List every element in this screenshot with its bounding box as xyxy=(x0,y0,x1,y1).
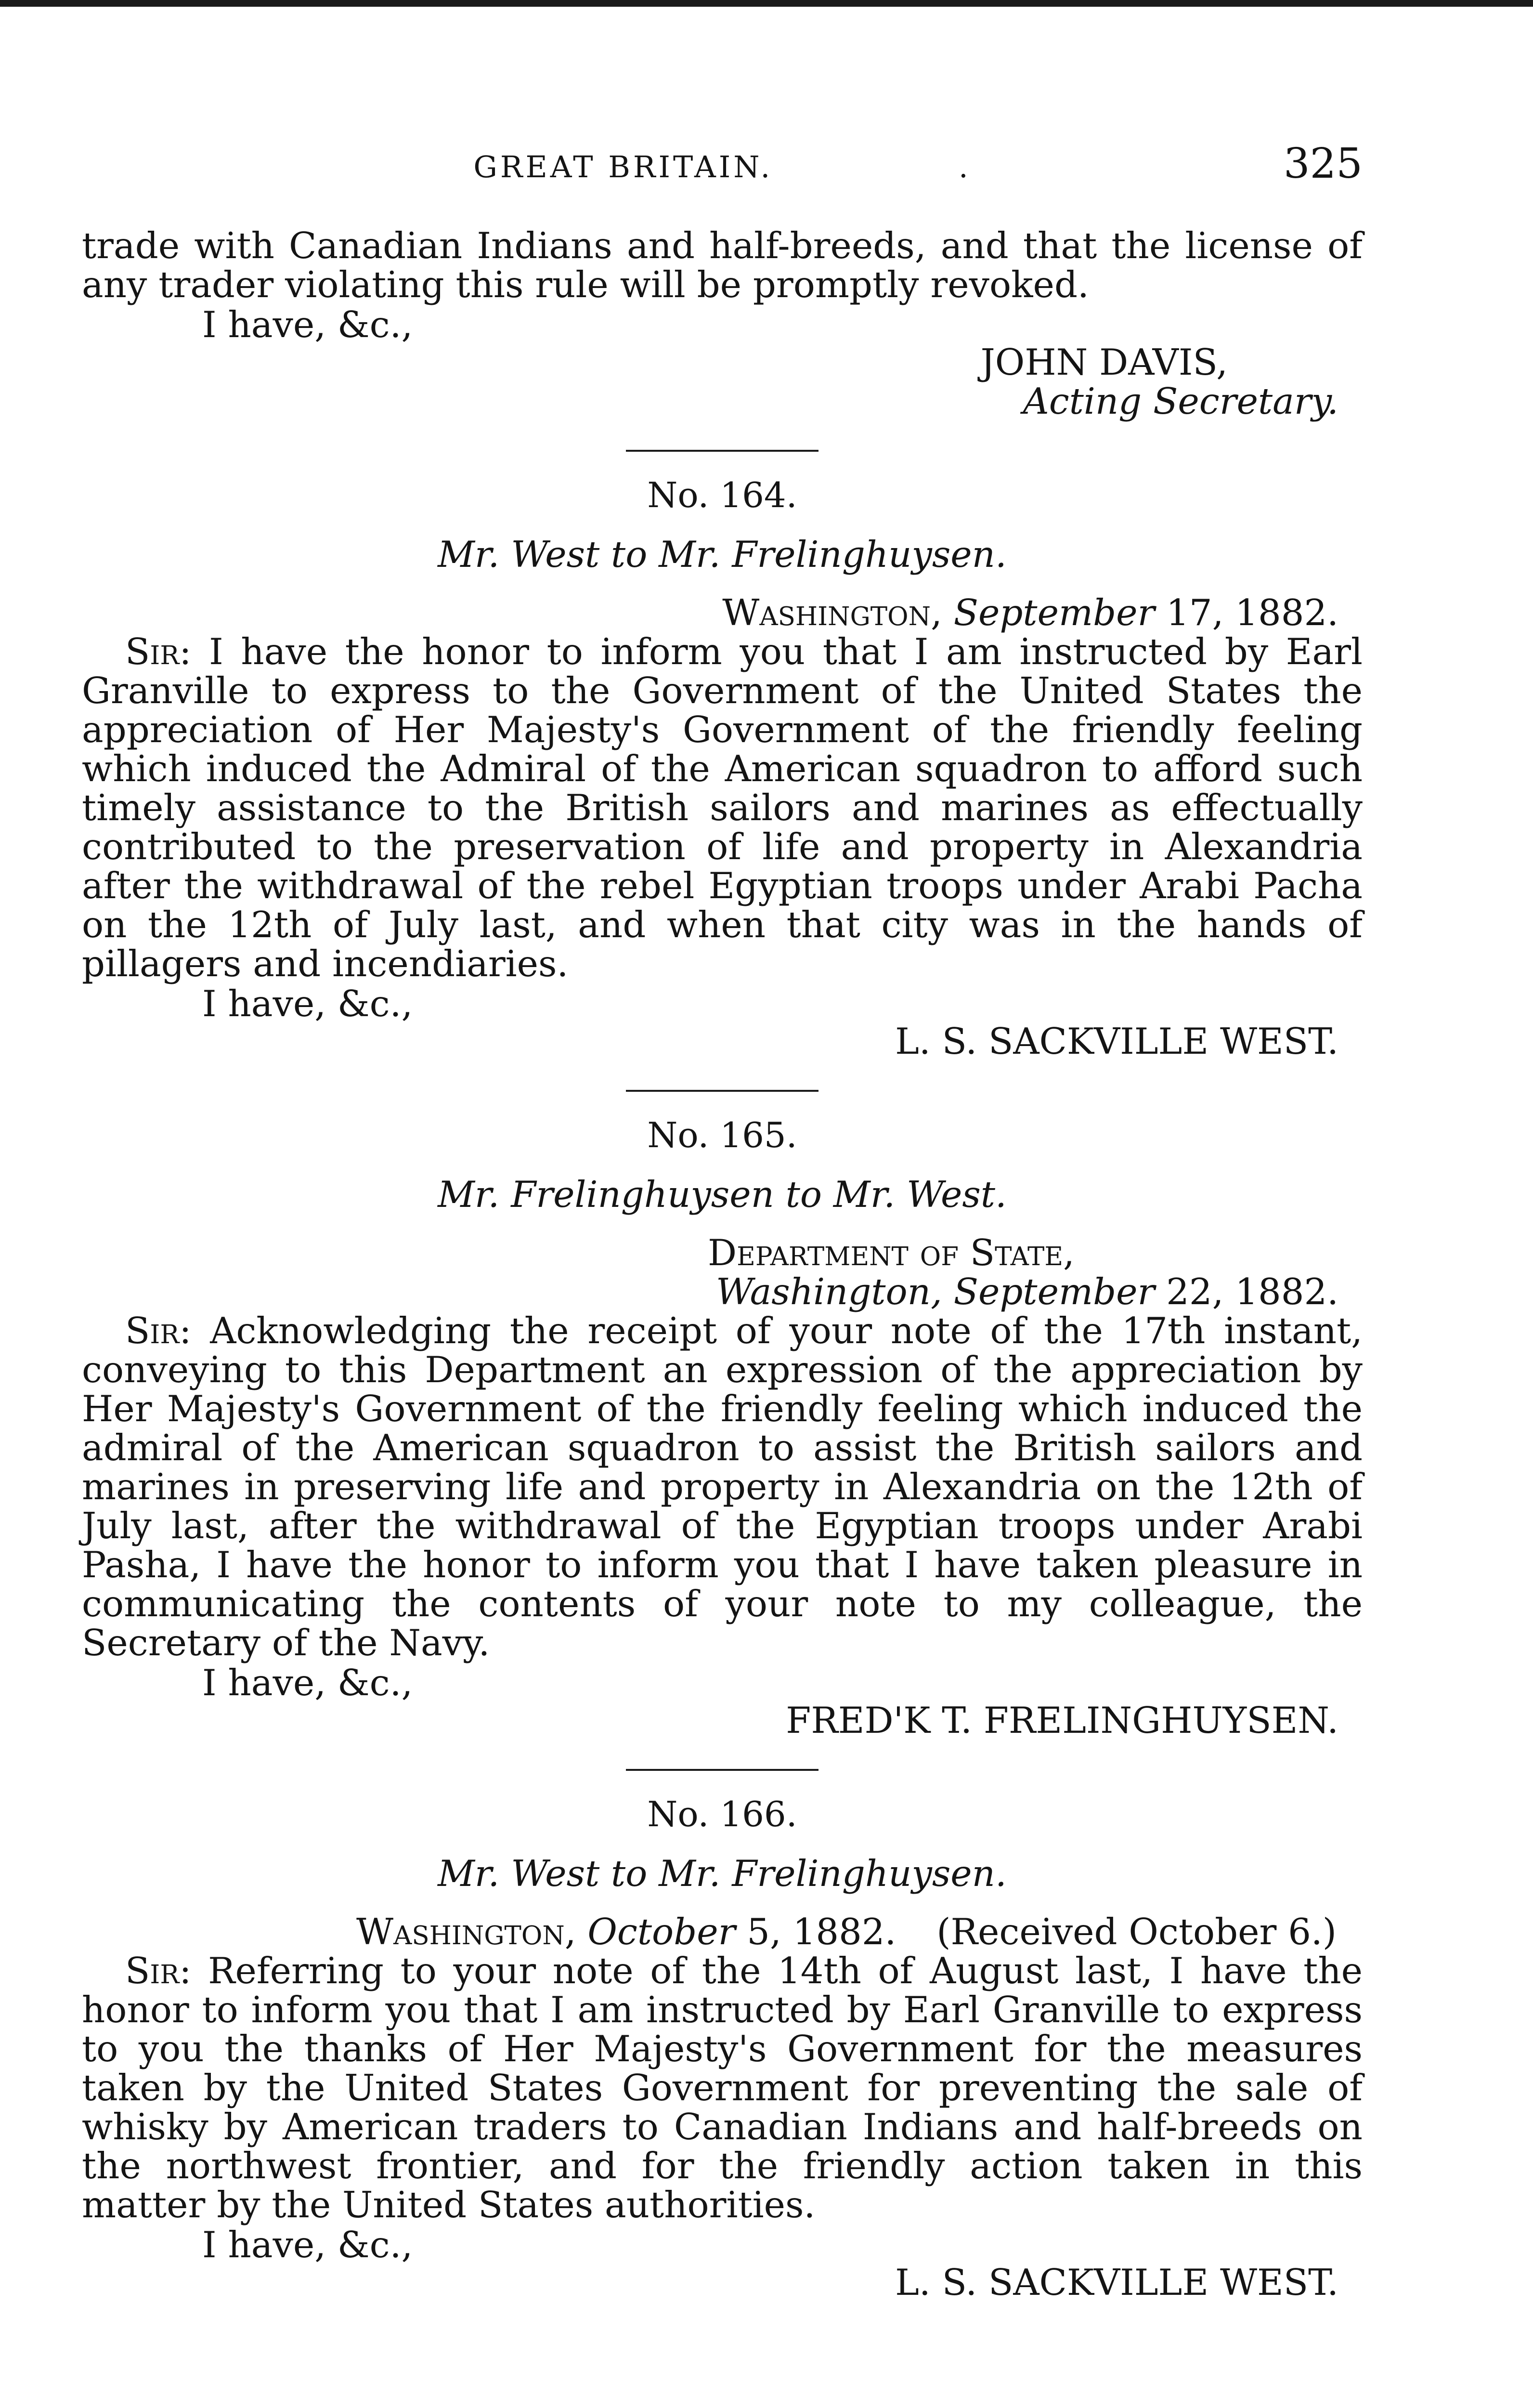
letter-165-signature: FRED'K T. FRELINGHUYSEN. xyxy=(786,1699,1338,1741)
letter-166-closing: I have, &c., xyxy=(202,2224,413,2266)
letter-165-title: Mr. Frelinghuysen to Mr. West. xyxy=(438,1173,1007,1216)
section-divider xyxy=(626,1769,818,1771)
letter-164-closing: I have, &c., xyxy=(202,982,413,1025)
letter-166-title: Mr. West to Mr. Frelinghuysen. xyxy=(438,1852,1007,1895)
letter-164-title: Mr. West to Mr. Frelinghuysen. xyxy=(438,533,1007,576)
letter-166-body xyxy=(82,1951,1363,2225)
letter-166-date-rest: 5, 1882. xyxy=(747,1911,896,1953)
continuation-text: trade with Canadian Indians and half-breeds, and that the license of any trader violating this rule will be promptly revoked. xyxy=(82,224,1363,306)
letter-166-salutation: Sir: xyxy=(125,1950,192,1992)
letter-165-date-rest: 22, 1882. xyxy=(1166,1270,1338,1313)
continuation-signature-title: Acting Secretary. xyxy=(1023,380,1338,422)
document-body xyxy=(82,226,1363,2302)
letter-166-place: Washington, xyxy=(356,1911,576,1953)
letter-165-salutation: Sir: xyxy=(125,1309,192,1352)
letter-165-number: No. 165. xyxy=(647,1115,797,1155)
letter-165-date-month: September xyxy=(953,1270,1155,1313)
continuation-closing: I have, &c., xyxy=(202,303,413,346)
letter-166-signature: L. S. SACKVILLE WEST. xyxy=(895,2261,1338,2303)
letter-165-body-text: Acknowledging the receipt of your note of the 17th instant, conveying to this Department an expression of the appreciation by Her Majesty's Government of the friendly feeling which induced the admiral of the American squadron to assist the British sailors and marines in preserving life and property in Alexandria on the 12th of July last, after the withdrawal of the Egyptian troops under Arabi Pasha, I have the honor to inform you that I have taken pleasure in communicating the contents of your note to my colleague, the Secretary of the Navy. xyxy=(82,1309,1363,1664)
letter-165-body xyxy=(82,1311,1363,1662)
page-number: 325 xyxy=(1283,140,1363,188)
letter-165-dateline xyxy=(82,1272,1363,1311)
page-header xyxy=(82,140,1363,193)
continuation-signature: JOHN DAVIS, xyxy=(980,341,1228,383)
running-title xyxy=(82,149,1363,184)
letter-164-dateline xyxy=(82,593,1363,632)
letter-166-dateline xyxy=(82,1912,1363,1951)
section-divider xyxy=(626,1090,818,1092)
letter-166-number: No. 166. xyxy=(647,1794,797,1834)
letter-164-date-rest: 17, 1882. xyxy=(1166,591,1338,634)
letter-166-date-month: October xyxy=(587,1911,736,1953)
letter-165-closing: I have, &c., xyxy=(202,1662,413,1704)
letter-165-department: Department of State, xyxy=(708,1231,1075,1274)
letter-166-received: (Received October 6.) xyxy=(936,1911,1337,1953)
letter-166-body-text: Referring to your note of the 14th of August last, I have the honor to inform you that I am instructed by Earl Granville to express to you the thanks of Her Majesty's Government for the measures taken by the United States Government for preventing the sale of whisky by American traders to Canadian Indians and half-breeds on the northwest frontier, and for the friendly action taken in this matter by the United States authorities. xyxy=(82,1950,1363,2226)
top-border xyxy=(0,0,1533,7)
letter-164-signature: L. S. SACKVILLE WEST. xyxy=(895,1020,1338,1062)
letter-164-place: Washington, xyxy=(722,591,942,634)
letter-164-number: No. 164. xyxy=(647,475,797,515)
letter-164-salutation: Sir: xyxy=(125,630,192,673)
letter-164-body-text: I have the honor to inform you that I am instructed by Earl Granville to express to the Government of the United States the appreciation of Her Majesty's Government of the friendly feeling which induced the Admiral of the American squadron to afford such timely assistance to the British sailors and marines as effectually contributed to the preservation of life and property in Alexandria after the withdrawal of the rebel Egyptian troops under Arabi Pacha on the 12th of July last, and when that city was in the hands of pillagers and incendiaries. xyxy=(82,630,1363,985)
letter-164-date-month: September xyxy=(953,591,1155,634)
letter-164-body xyxy=(82,632,1363,983)
letter-165-place: Washington, xyxy=(716,1270,942,1313)
section-divider xyxy=(626,450,818,452)
running-title-text: GREAT BRITAIN. xyxy=(473,149,773,184)
running-title-dot: . xyxy=(958,149,971,184)
